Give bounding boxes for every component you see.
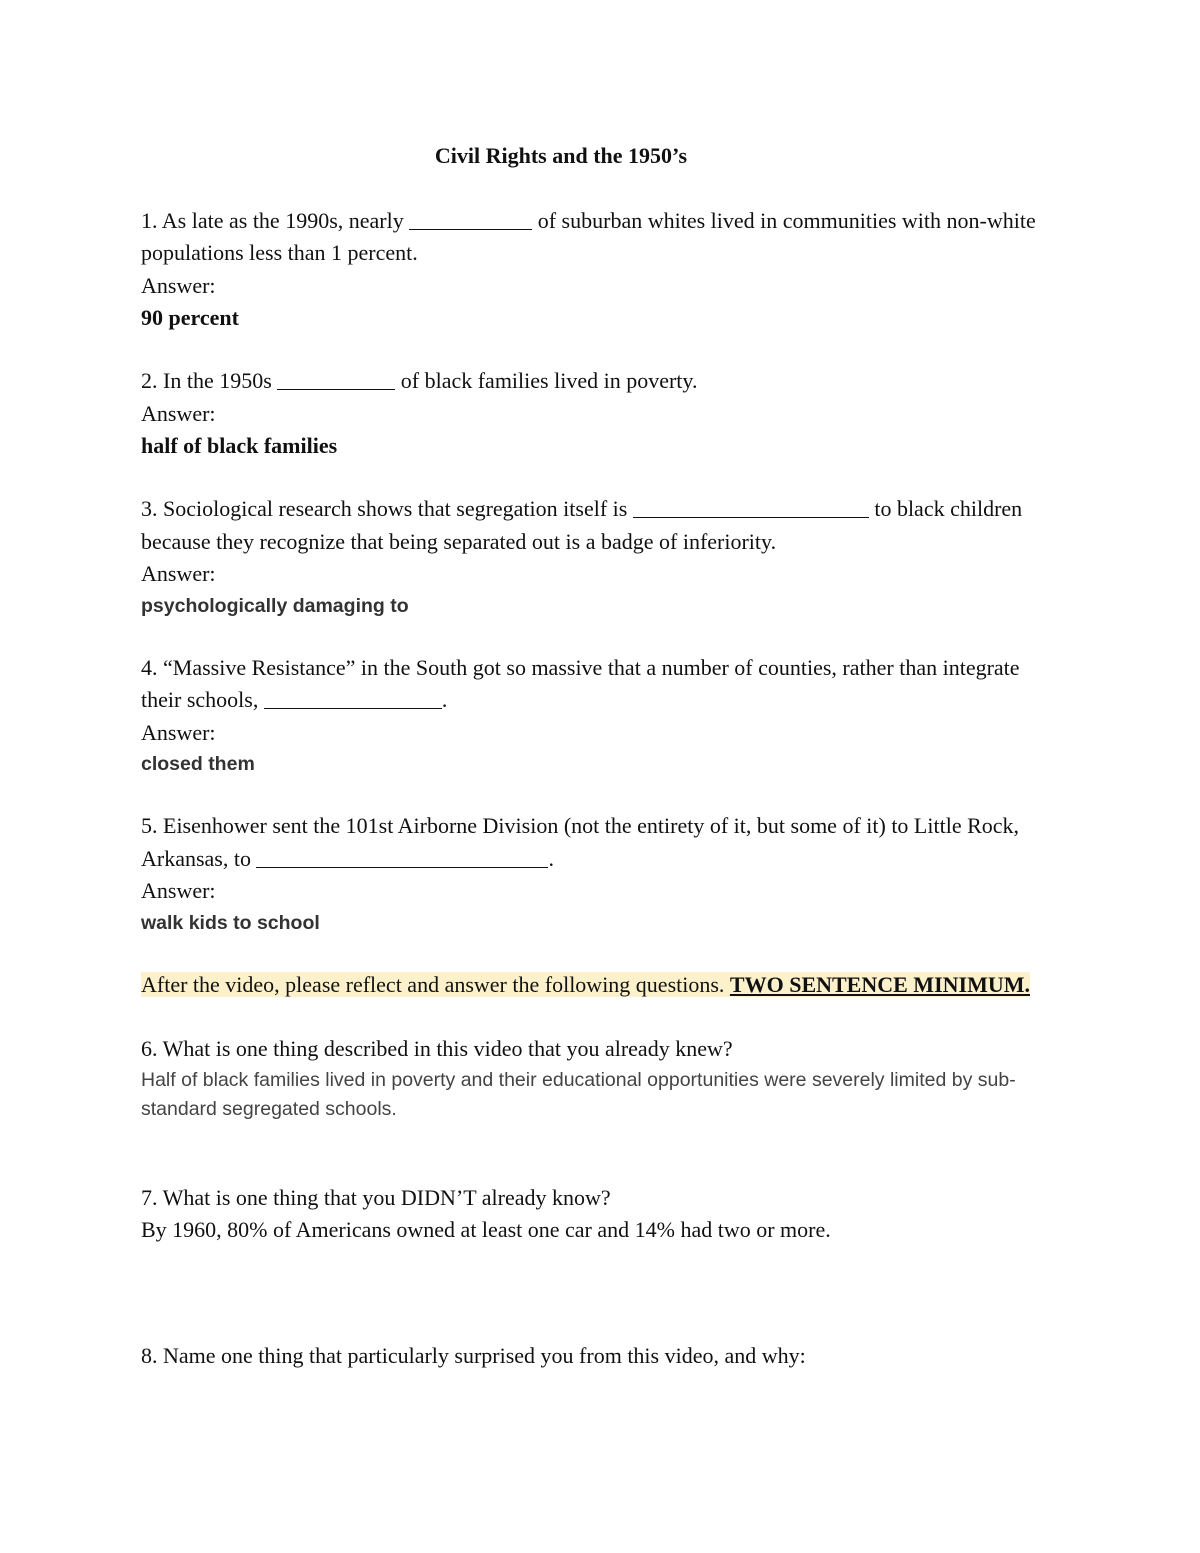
answer-blank bbox=[633, 495, 869, 518]
reflection-question: 7. What is one thing that you DIDN’T already know? bbox=[141, 1184, 611, 1210]
answer-text: half of black families bbox=[141, 433, 338, 458]
reflection-instructions bbox=[141, 969, 1041, 1002]
spacer bbox=[141, 1124, 1041, 1182]
reflection-block-6 bbox=[141, 1033, 1041, 1124]
question-block-2 bbox=[141, 365, 1041, 462]
question-text: 2. In the 1950s of black families lived in poverty. bbox=[141, 368, 698, 393]
question-block-5 bbox=[141, 810, 1041, 938]
answer-text: closed them bbox=[141, 753, 255, 775]
answer-label: Answer: bbox=[141, 400, 216, 426]
answer-label: Answer: bbox=[141, 719, 216, 745]
worksheet-page bbox=[141, 140, 1041, 1372]
answer-label: Answer: bbox=[141, 878, 216, 903]
answer-text: psychologically damaging to bbox=[141, 594, 409, 617]
question-text: 5. Eisenhower sent the 101st Airborne Division (not the entirety of it, but some of it) to Little Rock, Arkansas, to . bbox=[141, 813, 1020, 871]
question-block-3 bbox=[141, 493, 1041, 621]
answer-blank bbox=[409, 207, 532, 230]
answer-label: Answer: bbox=[141, 561, 216, 586]
spacer bbox=[141, 1247, 1041, 1340]
question-text: 1. As late as the 1990s, nearly of suburban whites lived in communities with non-white populations less than 1 percent. bbox=[141, 207, 1036, 265]
answer-text: 90 percent bbox=[141, 305, 239, 330]
reflection-question: 8. Name one thing that particularly surprised you from this video, and why: bbox=[141, 1342, 806, 1368]
page-title: Civil Rights and the 1950’s bbox=[434, 143, 688, 168]
answer-label: Answer: bbox=[141, 272, 216, 298]
instructions-text: After the video, please reflect and answer the following questions. bbox=[141, 971, 730, 997]
answer-blank bbox=[277, 367, 395, 390]
instructions-emphasis: TWO SENTENCE MINIMUM. bbox=[729, 971, 1030, 997]
reflection-response: Half of black families lived in poverty and their educational opportunities were severely limited by sub-standard segregated schools. bbox=[141, 1068, 1016, 1120]
question-text: 4. “Massive Resistance” in the South got so massive that a number of counties, rather than integrate their schools, . bbox=[141, 654, 1020, 712]
reflection-block-8 bbox=[141, 1340, 1041, 1373]
answer-text: walk kids to school bbox=[141, 911, 320, 934]
question-block-1 bbox=[141, 205, 1041, 335]
question-block-4 bbox=[141, 652, 1041, 780]
reflection-question: 6. What is one thing described in this video that you already knew? bbox=[141, 1036, 733, 1061]
answer-blank bbox=[264, 686, 442, 709]
answer-blank bbox=[256, 845, 548, 868]
reflection-block-7 bbox=[141, 1182, 1041, 1247]
reflection-response: By 1960, 80% of Americans owned at least one car and 14% had two or more. bbox=[141, 1217, 831, 1242]
question-text: 3. Sociological research shows that segregation itself is to black children because they recognize that being separated out is a badge of inferiority. bbox=[141, 496, 1023, 554]
